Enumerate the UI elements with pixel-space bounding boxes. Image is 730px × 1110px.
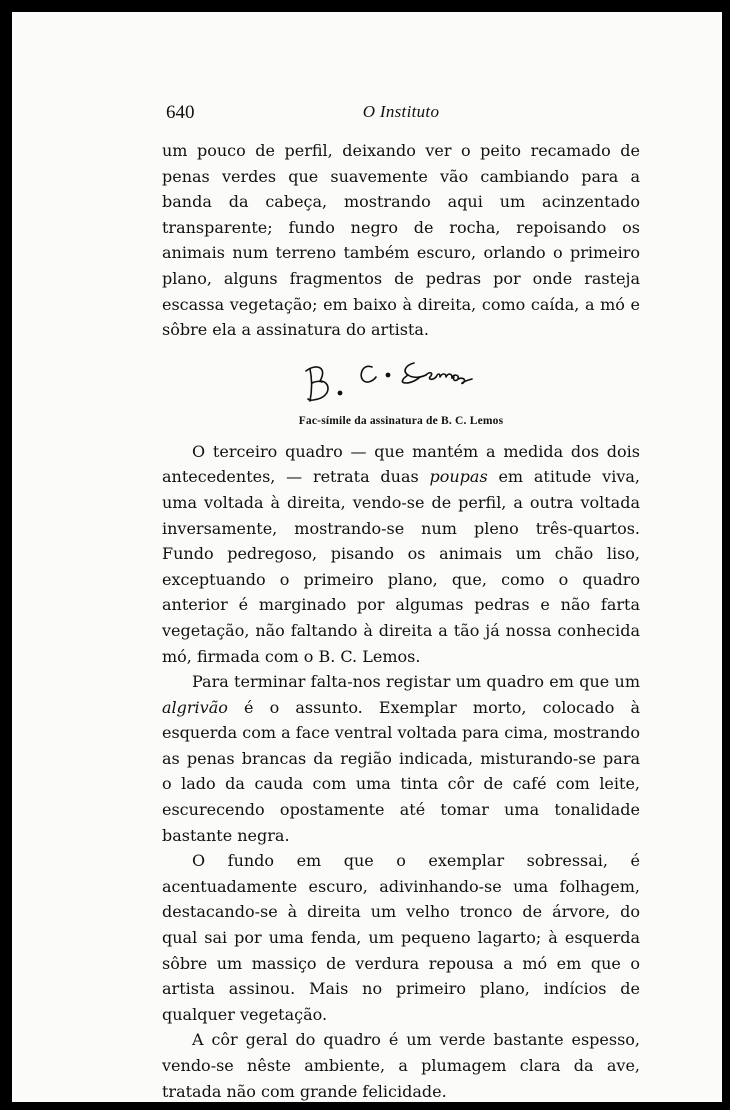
- paragraph-2: [162, 439, 640, 669]
- running-head: [162, 96, 640, 128]
- paragraph-1: um pouco de perfil, deixando ver o peito recamado de penas verdes que suavemente vão cambiando para a banda da cabeça, mostrando aqui um acinzentado transparente; fundo negro de rocha, repoisando os animais num terreno também escuro, orlando o primeiro plano, alguns fragmentos de pedras por onde rasteja escassa vegetação; em baixo à direita, como caída, a mó e sôbre ela a assinatura do artista.: [162, 141, 640, 340]
- paragraph-2-text-a: O terceiro quadro — que mantém a medida dos dois antecedentes, — retrata duas: [162, 441, 640, 487]
- paragraph-3-text-b: é o assunto. Exemplar morto, colocado à esquerda com a face ventral voltada para cima, mostrando as penas brancas da região indicada, misturando-se para o lado da cauda com uma tinta côr de café com leite, escurecendo opostamente até tomar uma tonalidade bastante negra.: [162, 697, 640, 845]
- handwritten-signature-image: [302, 355, 522, 413]
- paragraph-3-italic: algrivão: [162, 697, 228, 717]
- paragraph-5: A côr geral do quadro é um verde bastante espesso, vendo-se nêste ambiente, a plumagem clara da ave, tratada não com grande felicidade.: [162, 1030, 640, 1101]
- signature-caption: Fac-símile da assinatura de B. C. Lemos: [298, 414, 504, 427]
- paragraph-3-text-a: Para terminar falta-nos registar um quadro em que um: [192, 672, 640, 692]
- signature-facsimile: [162, 355, 640, 415]
- paragraph-4: O fundo em que o exemplar sobressai, é acentuadamente escuro, adivinhando-se uma folhagem, destacando-se à direita um velho tronco de árvore, do qual sai por uma fenda, um pequeno lagarto; à esquerda sôbre um massiço de verdura repousa a mó em que o artista assinou. Mais no primeiro plano, indícios de qualquer vegetação.: [162, 851, 640, 1024]
- paragraph-2-italic: poupas: [429, 467, 488, 487]
- page-number: 640: [166, 102, 195, 123]
- book-page: [162, 96, 640, 1104]
- paragraph-3: [162, 669, 640, 848]
- running-title: O Instituto: [362, 102, 440, 121]
- paragraph-2-text-b: em atitude viva, uma voltada à direita, vendo-se de perfil, a outra voltada inversamente, mostrando-se num pleno três-quartos. Fundo pedregoso, pisando os animais um chão liso, exceptuando o primeiro plano, que, como o quadro anterior é marginado por algumas pedras e não farta vegetação, não faltando à direita a tão já nossa conhecida mó, firmada com o B. C. Lemos.: [162, 467, 640, 666]
